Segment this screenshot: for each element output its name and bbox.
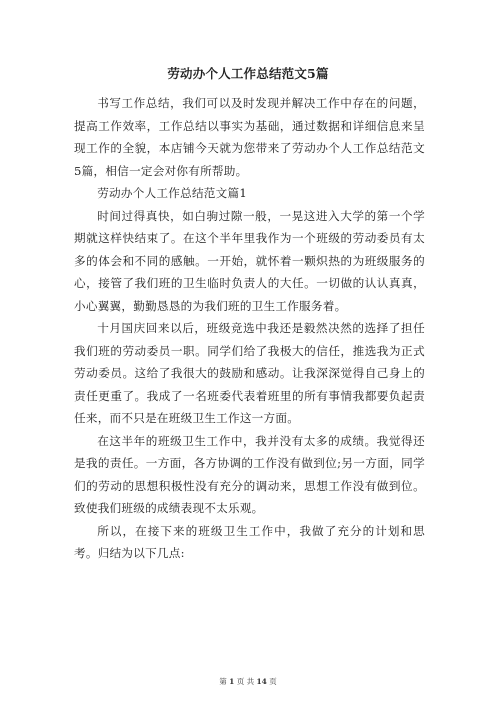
body-paragraph: 所以，在接下来的班级卫生工作中，我做了充分的计划和思考。归结为以下几点: [74,523,425,560]
body-paragraph: 时间过得真快，如白驹过隙一般，一晃这进入大学的第一个学期就这样快结束了。在这个半年里我作为一个班级的劳动委员有太多的体会和不同的感触。一开始，就怀着一颗炽热的为班级服务的心，接管了我们班的卫生临时负责人的大任。一切做的认认真真，小心翼翼，勤勤恳恳的为我们班的卫生工作服务着。 [74,208,425,313]
document-title: 劳动办个人工作总结范文5篇 [167,66,329,81]
body-paragraph: 十月国庆回来以后，班级竞选中我还是毅然决然的选择了担任我们班的劳动委员一职。同学们给了我极大的信任，推选我为正式劳动委员。这给了我很大的鼓励和感动。让我深深觉得自己身上的责任更重了。我成了一名班委代表着班里的所有事情我都要负起责任来，而不只是在班级卫生工作这一方面。 [74,321,425,425]
footer-prefix: 第 [219,677,227,686]
footer-suffix: 页 [269,677,277,686]
section-heading: 劳动办个人工作总结范文篇1 [97,186,247,200]
page-footer [0,676,496,687]
footer-middle: 页 共 [236,677,255,686]
intro-paragraph: 书写工作总结，我们可以及时发现并解决工作中存在的问题，提高工作效率，工作总结以事实为基础，通过数据和详细信息来呈现工作的全貌，本店铺今天就为您带来了劳动办个人工作总结范文5篇，相信一定会对你有所帮助。 [74,96,425,178]
body-paragraph: 在这半年的班级卫生工作中，我并没有太多的成绩。我觉得还是我的责任。一方面，各方协调的工作没有做到位;另一方面，同学们的劳动的思想积极性没有充分的调动来，思想工作没有做到位。致使我们班级的成绩表现不太乐观。 [74,433,425,515]
document-body [74,92,425,565]
footer-total-pages: 14 [256,677,267,686]
footer-current-page: 1 [229,677,235,686]
